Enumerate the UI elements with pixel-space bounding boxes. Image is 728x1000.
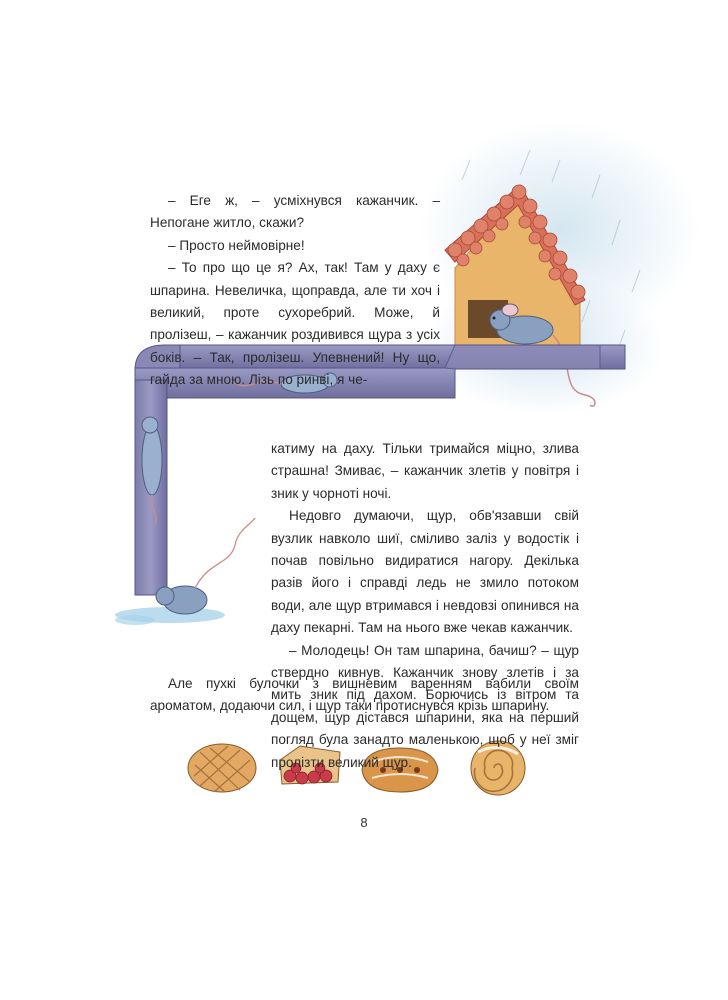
paragraph: Недовго думаючи, щур, обв'язавши свій вузлик навколо шиї, сміливо заліз у водостік і почав повільно видиратися нагору. Декілька разів його і справді ледь не змило потоком води, але щур втримався і невдовзі опинився на даху пекарні. Там на нього вже чекав кажанчик.	[271, 508, 579, 636]
page-number: 8	[360, 815, 368, 830]
paragraph: – Еге ж, – усміхнувся кажанчик. – Непогане житло, скажи?	[150, 193, 440, 231]
story-text-right	[271, 438, 579, 774]
pastry-pie-icon	[188, 744, 256, 792]
story-text-top	[150, 190, 440, 392]
paragraph: Але пухкі булочки з вишневим варенням вабили своїм ароматом, додаючи сил, і щур таки протиснувся крізь шпарину.	[150, 676, 579, 714]
story-text-bottom	[150, 673, 579, 718]
paragraph: – Молодець! Он там шпарина, бачиш? – щур ствердно кивнув. Кажанчик знову злетів і за мить зник під дахом. Борючись із вітром та дощем, щур дістався шпарини, яка на перший погляд була занадто маленькою, щоб у неї зміг пролізти великий щур.	[271, 642, 579, 770]
paragraph: катиму на даху. Тільки тримайся міцно, злива страшна! Змиває, – кажанчик злетів у повітря і зник у чорноті ночі.	[271, 441, 579, 501]
paragraph: – Просто неймовірне!	[168, 237, 305, 253]
paragraph: – То про що це я? Ах, так! Там у даху є шпарина. Невеличка, щоправда, але ти хоч і великий, проте сухоребрий. Може, й пролізеш, – кажанчик роздивився щура з усіх боків. – Так, пролізеш. Упевнений! Ну що, гайда за мною. Лізь по ринві, я че-	[150, 260, 440, 388]
